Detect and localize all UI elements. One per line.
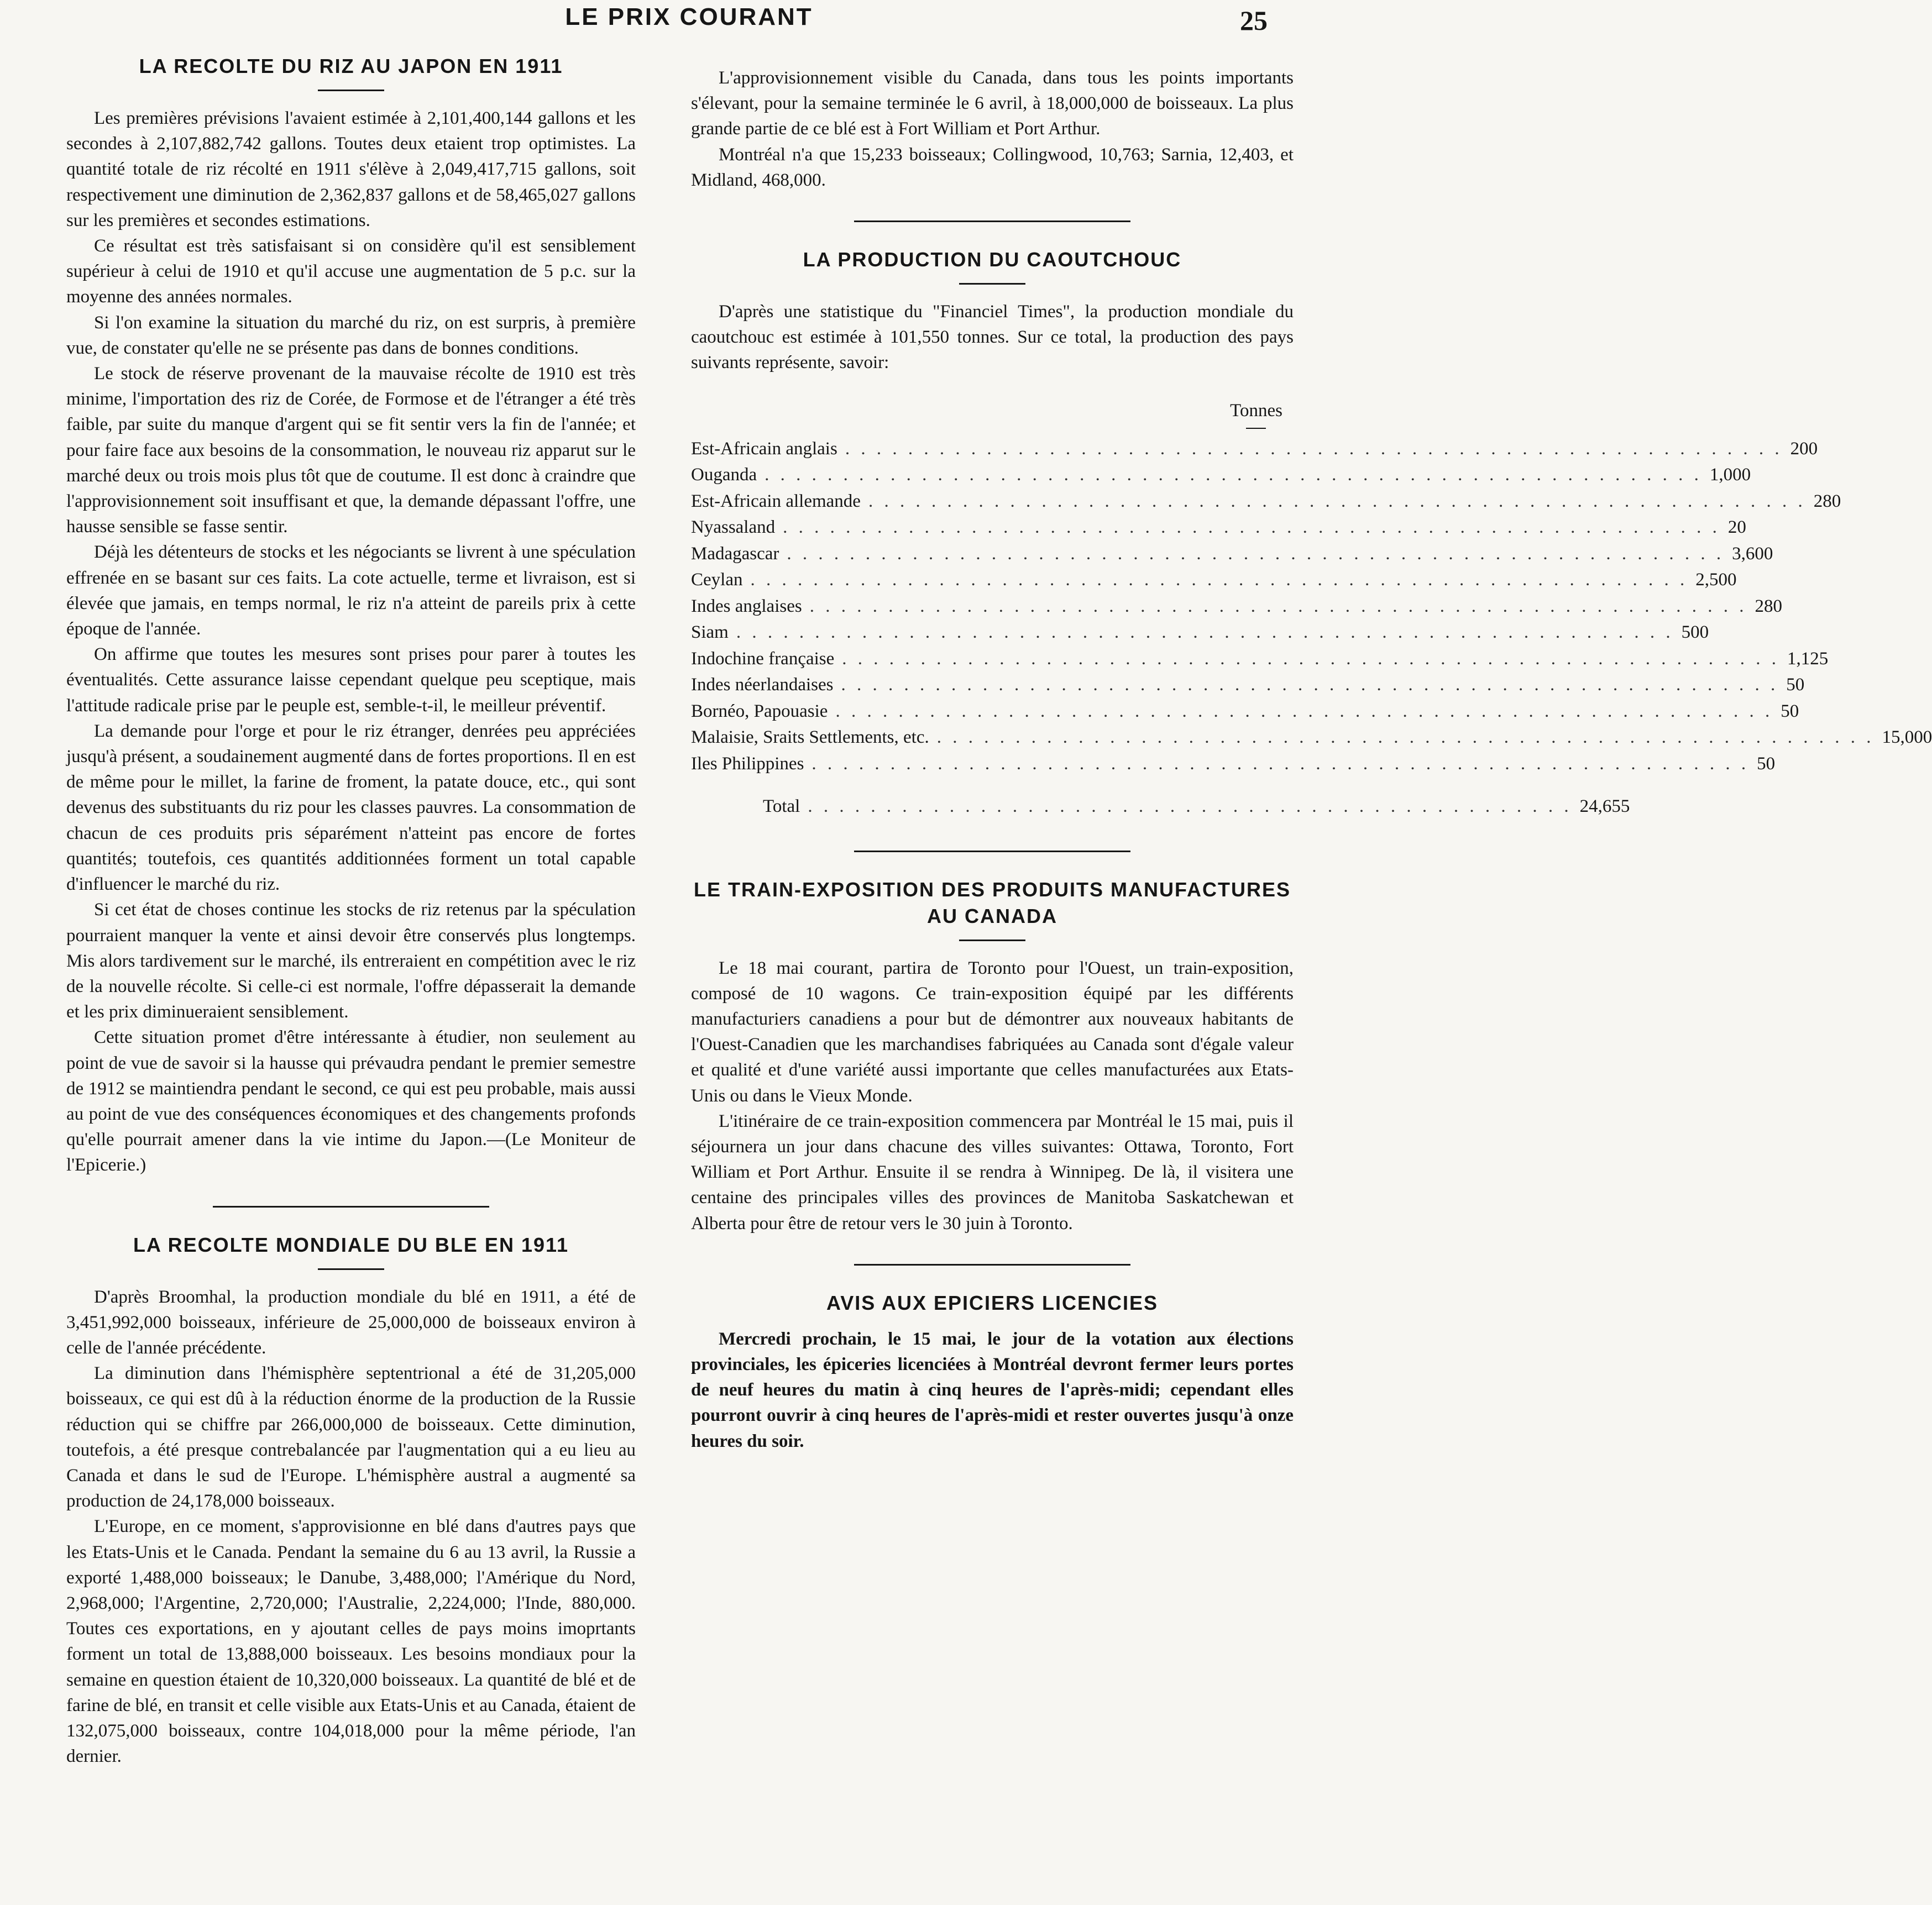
table-row: [691, 517, 1746, 544]
paragraph: Le 18 mai courant, partira de Toronto pour l'Ouest, un train-exposition, composé de 10 wagons. Ce train-exposition équipé par les différents manufacturiers canadiens a pour but de démontrer aux nouveaux habitants de l'Ouest-Canadien que les marchandises fabriquées au Canada sont d'égale valeur et qualité et d'une variété aussi importante que celles manufacturées aux Etats-Unis ou dans le Vieux Monde.: [691, 958, 1294, 1106]
tonnage-value: 200: [1790, 438, 1818, 459]
tonnage-value: 15,000: [1882, 727, 1932, 748]
paragraph: L'itinéraire de ce train-exposition commencera par Montréal le 15 mai, puis il séjournera un jour dans chacune des villes suivantes: Ottawa, Toronto, Fort William et Port Arthur. Ensuite il se rendra à Winnipeg. De là, il visitera une centaine des principales villes des provinces de Manitoba Saskatchewan et Alberta pour être de retour vers le 30 juin à Toronto.: [691, 1111, 1294, 1234]
table-row: [691, 622, 1709, 649]
paragraph: Les premières prévisions l'avaient estimée à 2,101,400,144 gallons et les secondes à 2,107,882,742 gallons. Toutes deux etaient trop optimistes. La quantité totale de riz récolté en 1911 s'élève à 2,049,417,715 gallons, soit respectivement une diminution de 2,362,837 gallons et de 58,465,027 gallons sur les premières et secondes estimations.: [66, 108, 636, 230]
country-name: Iles Philippines: [691, 753, 804, 774]
leader-dots: . . . . . . . . . . . . . . . . . . . . . . . . . . . . . . . . . . . . . . . . . . . . . . . . . . . . . . . . . . . .: [841, 675, 1779, 695]
table-row: [691, 543, 1773, 570]
country-name: Malaisie, Sraits Settlements, etc.: [691, 727, 929, 748]
table-row: [691, 491, 1841, 518]
paragraph: La demande pour l'orge et pour le riz étranger, denrées peu appréciées jusqu'à présent, a soudainement augmenté dans de fortes proportions. Il en est de même pour le millet, la farine de froment, la patate douce, etc., qui sont devenus des substituants du riz pour les classes pauvres. La consommation de chacun de ces produits pris séparément n'atteint pas encore de fortes quantités; toutefois, ces quantités additionnées forment un total capable d'influencer le marché du riz.: [66, 721, 636, 895]
article-ble-title: LA RECOLTE MONDIALE DU BLE EN 1911: [133, 1233, 569, 1256]
leader-dots: . . . . . . . . . . . . . . . . . . . . . . . . . . . . . . . . . . . . . . . . . . . . . . . . . . . . . . . . . . . .: [765, 465, 1702, 485]
table-row: [691, 596, 1782, 623]
country-name: Indes néerlandaises: [691, 675, 834, 695]
title-underline: [959, 940, 1025, 941]
right-column: [691, 65, 1932, 1454]
journal-title: LE PRIX COURANT: [565, 3, 813, 30]
leader-dots: . . . . . . . . . . . . . . . . . . . . . . . . . . . . . . . . . . . . . . . . . . . . . . . . . . . . . . . . . . . .: [845, 438, 1783, 459]
table-row: [691, 438, 1818, 465]
table-row: [691, 701, 1799, 728]
article-train-title: LE TRAIN-EXPOSITION DES PRODUITS MANUFACTURES AU CANADA: [693, 878, 1291, 927]
country-name: Est-Africain allemande: [691, 491, 861, 511]
article-riz-title: LA RECOLTE DU RIZ AU JAPON EN 1911: [139, 55, 563, 77]
page-number: 25: [1240, 5, 1268, 36]
paragraph: Montréal n'a que 15,233 boisseaux; Collingwood, 10,763; Sarnia, 12,403, et Midland, 468,000.: [691, 144, 1294, 190]
table-row: [691, 465, 1751, 491]
country-name: Siam: [691, 622, 729, 643]
table-body: [691, 438, 1932, 780]
section-divider: [854, 1264, 1130, 1266]
tonnage-value: 20: [1727, 517, 1746, 538]
paragraph: Mercredi prochain, le 15 mai, le jour de la votation aux élections provinciales, les épiceries licenciées à Montréal devront fermer leurs portes de neuf heures du matin à cinq heures de l'après-midi; cependant elles pourront ouvrir à cinq heures de l'après-midi et rester ouvertes jusqu'à onze heures du soir.: [691, 1329, 1294, 1451]
article-ble-continued: [691, 65, 1294, 193]
paragraph: L'Europe, en ce moment, s'approvisionne en blé dans d'autres pays que les Etats-Unis et le Canada. Pendant la semaine du 6 au 13 avril, la Russie a exporté 1,488,000 boisseaux; le Danube, 3,488,000; l'Amérique du Nord, 2,968,000; l'Argentine, 2,720,000; l'Australie, 2,224,000; l'Inde, 880,000. Toutes ces exportations, en y ajoutant celles de pays moins imoprtants forment un total de 13,888,000 boisseaux. Les besoins mondiaux pour la semaine en question étaient de 10,320,000 boisseaux. La quantité de blé et de farine de blé, en transit et celle visible aux Etats-Unis et au Canada, étaient de 132,075,000 boisseaux, contre 104,018,000 pour la même période, l'an dernier.: [66, 1516, 636, 1767]
unit-dash: [1246, 428, 1266, 429]
article-caoutchouc: [691, 246, 1932, 823]
tonnage-value: 3,600: [1732, 543, 1773, 564]
paragraph: Si cet état de choses continue les stocks de riz retenus par la spéculation pourraient manquer la vente et ainsi devoir être conservés plus longtemps. Mis alors tardivement sur le marché, ils entreraient en compétition avec le riz de la nouvelle récolte. Si celle-ci est normale, l'offre dépasserait la demande et les prix diminueraient sensiblement.: [66, 900, 636, 1022]
tonnage-value: 1,000: [1709, 465, 1751, 485]
tonnage-value: 50: [1781, 701, 1799, 721]
title-underline: [318, 1268, 384, 1270]
article-ble: [66, 1232, 636, 1770]
tonnage-value: 50: [1786, 675, 1805, 695]
country-name: Bornéo, Papouasie: [691, 701, 828, 721]
paragraph: D'après une statistique du "Financiel Times", la production mondiale du caoutchouc est estimée à 101,550 tonnes. Sur ce total, la production des pays suivants représente, savoir:: [691, 302, 1294, 373]
paragraph: Cette situation promet d'être intéressante à étudier, non seulement au point de vue de savoir si la hausse qui prévaudra pendant le premier semestre de 1912 se maintiendra pendant le second, ce qui est peu probable, mais aussi au point de vue des conséquences économiques et des changements profonds qu'elle pourrait amener dans la vie intime du Japon.—(Le Moniteur de l'Epicerie.): [66, 1027, 636, 1175]
tonnage-value: 280: [1813, 491, 1841, 511]
leader-dots: . . . . . . . . . . . . . . . . . . . . . . . . . . . . . . . . . . . . . . . . . . . . . . . . . . . . . . . . . . . .: [750, 570, 1688, 590]
leader-dots: . . . . . . . . . . . . . . . . . . . . . . . . . . . . . . . . . . . . . . . . . . . . . . . . . . . . . . . . . . . .: [783, 517, 1720, 538]
total-value: 24,655: [1579, 796, 1630, 817]
table-row: [691, 648, 1829, 675]
leader-dots: . . . . . . . . . . . . . . . . . . . . . . . . . . . . . . . . . . . . . . . . . . . . . . . . . . . . . . . . . . . .: [811, 753, 1750, 774]
tonnage-value: 50: [1757, 753, 1776, 774]
table-total-row: [691, 796, 1630, 823]
leader-dots: . . . . . . . . . . . . . . . . . . . . . . . . . . . . . . . . . . . . . . . . . . . . . . . . .: [808, 796, 1572, 817]
article-riz: [66, 53, 636, 1178]
leader-dots: . . . . . . . . . . . . . . . . . . . . . . . . . . . . . . . . . . . . . . . . . . . . . . . . . . . . . . . . . . . .: [736, 622, 1674, 643]
leader-dots: . . . . . . . . . . . . . . . . . . . . . . . . . . . . . . . . . . . . . . . . . . . . . . . . . . . . . . . . . . . .: [842, 648, 1780, 669]
paragraph: L'approvisionnement visible du Canada, dans tous les points importants s'élevant, pour la semaine terminée le 6 avril, à 18,000,000 de boisseaux. La plus grande partie de ce blé est à Fort William et Port Arthur.: [691, 68, 1294, 139]
paragraph: D'après Broomhal, la production mondiale du blé en 1911, a été de 3,451,992,000 boisseaux, inférieure de 25,000,000 de boisseaux environ à celle de l'année précédente.: [66, 1287, 636, 1358]
tonnage-value: 280: [1755, 596, 1782, 616]
tonnage-value: 500: [1681, 622, 1709, 643]
table-row: [691, 675, 1805, 701]
paragraph: Déjà les détenteurs de stocks et les négociants se livrent à une spéculation effrenée en se basant sur ces faits. La cote actuelle, terme et livraison, est si élevée que jamais, en temps normal, le riz n'a atteint de pareils prix à cette époque de l'année.: [66, 542, 636, 639]
leader-dots: . . . . . . . . . . . . . . . . . . . . . . . . . . . . . . . . . . . . . . . . . . . . . . . . . . . . . . . . . . . .: [787, 543, 1725, 564]
paragraph: Ce résultat est très satisfaisant si on considère qu'il est sensiblement supérieur à celui de 1910 et qu'il accuse une augmentation de 5 p.c. sur la moyenne des années normales.: [66, 236, 636, 307]
title-underline: [959, 283, 1025, 285]
leader-dots: . . . . . . . . . . . . . . . . . . . . . . . . . . . . . . . . . . . . . . . . . . . . . . . . . . . . . . . . . . . .: [936, 727, 1875, 748]
paragraph: Le stock de réserve provenant de la mauvaise récolte de 1910 est très minime, l'importation des riz de Corée, de Formose et de l'étranger a été très faible, par suite du manque d'argent qui se fit sentir vers la fin de l'année; et pour faire face aux besoins de la consommation, le nouveau riz apparut sur le marché deux ou trois mois plus tôt que de coutume. Il est donc à craindre que l'approvisionnement soit insuffisant et que, la demande dépassant l'offre, une hausse sensible se fasse sentir.: [66, 364, 636, 537]
paragraph: La diminution dans l'hémisphère septentrional a été de 31,205,000 boisseaux, ce qui est dû à la réduction énorme de la production de la Russie réduction qui se chiffre par 266,000,000 de boisseaux. Cette diminution, toutefois, a été presque contrebalancée par l'augmentation qui a eu lieu au Canada et dans le sud de l'Europe. L'hémisphère austral a augmenté sa production de 24,178,000 boisseaux.: [66, 1363, 636, 1512]
country-name: Indes anglaises: [691, 596, 802, 616]
section-divider: [213, 1206, 489, 1208]
table-row: [691, 727, 1932, 754]
country-name: Est-Africain anglais: [691, 438, 837, 459]
country-name: Nyassaland: [691, 517, 776, 538]
paragraph: Si l'on examine la situation du marché du riz, on est surpris, à première vue, de constater qu'elle ne se présente pas dans de bonnes conditions.: [66, 312, 636, 358]
country-name: Indochine française: [691, 648, 835, 669]
unit-header: Tonnes: [1230, 400, 1282, 421]
title-underline: [318, 90, 384, 91]
section-divider: [854, 221, 1130, 222]
leader-dots: . . . . . . . . . . . . . . . . . . . . . . . . . . . . . . . . . . . . . . . . . . . . . . . . . . . . . . . . . . . .: [809, 596, 1747, 616]
table-row: [691, 753, 1776, 780]
leader-dots: . . . . . . . . . . . . . . . . . . . . . . . . . . . . . . . . . . . . . . . . . . . . . . . . . . . . . . . . . . . .: [835, 701, 1773, 721]
page-header: [0, 3, 1378, 36]
tonnage-value: 1,125: [1787, 648, 1829, 669]
table-row: [691, 570, 1737, 596]
article-avis: [691, 1290, 1294, 1454]
country-name: Ceylan: [691, 570, 743, 590]
total-label: Total: [763, 796, 800, 817]
rubber-production-table: [691, 398, 1932, 823]
tonnage-value: 2,500: [1695, 570, 1737, 590]
country-name: Madagascar: [691, 543, 779, 564]
article-avis-title: AVIS AUX EPICIERS LICENCIES: [826, 1291, 1159, 1314]
section-divider: [854, 851, 1130, 852]
article-caoutchouc-title: LA PRODUCTION DU CAOUTCHOUC: [803, 248, 1182, 271]
leader-dots: . . . . . . . . . . . . . . . . . . . . . . . . . . . . . . . . . . . . . . . . . . . . . . . . . . . . . . . . . . . .: [868, 491, 1806, 511]
country-name: Ouganda: [691, 465, 757, 485]
paragraph: On affirme que toutes les mesures sont prises pour parer à toutes les éventualités. Cette assurance laisse cependant quelque peu sceptique, mais l'attitude radicale prise par le peuple est, semble-t-il, le meilleur préventif.: [66, 644, 636, 716]
article-train: [691, 877, 1294, 1236]
left-column: [66, 53, 636, 1769]
